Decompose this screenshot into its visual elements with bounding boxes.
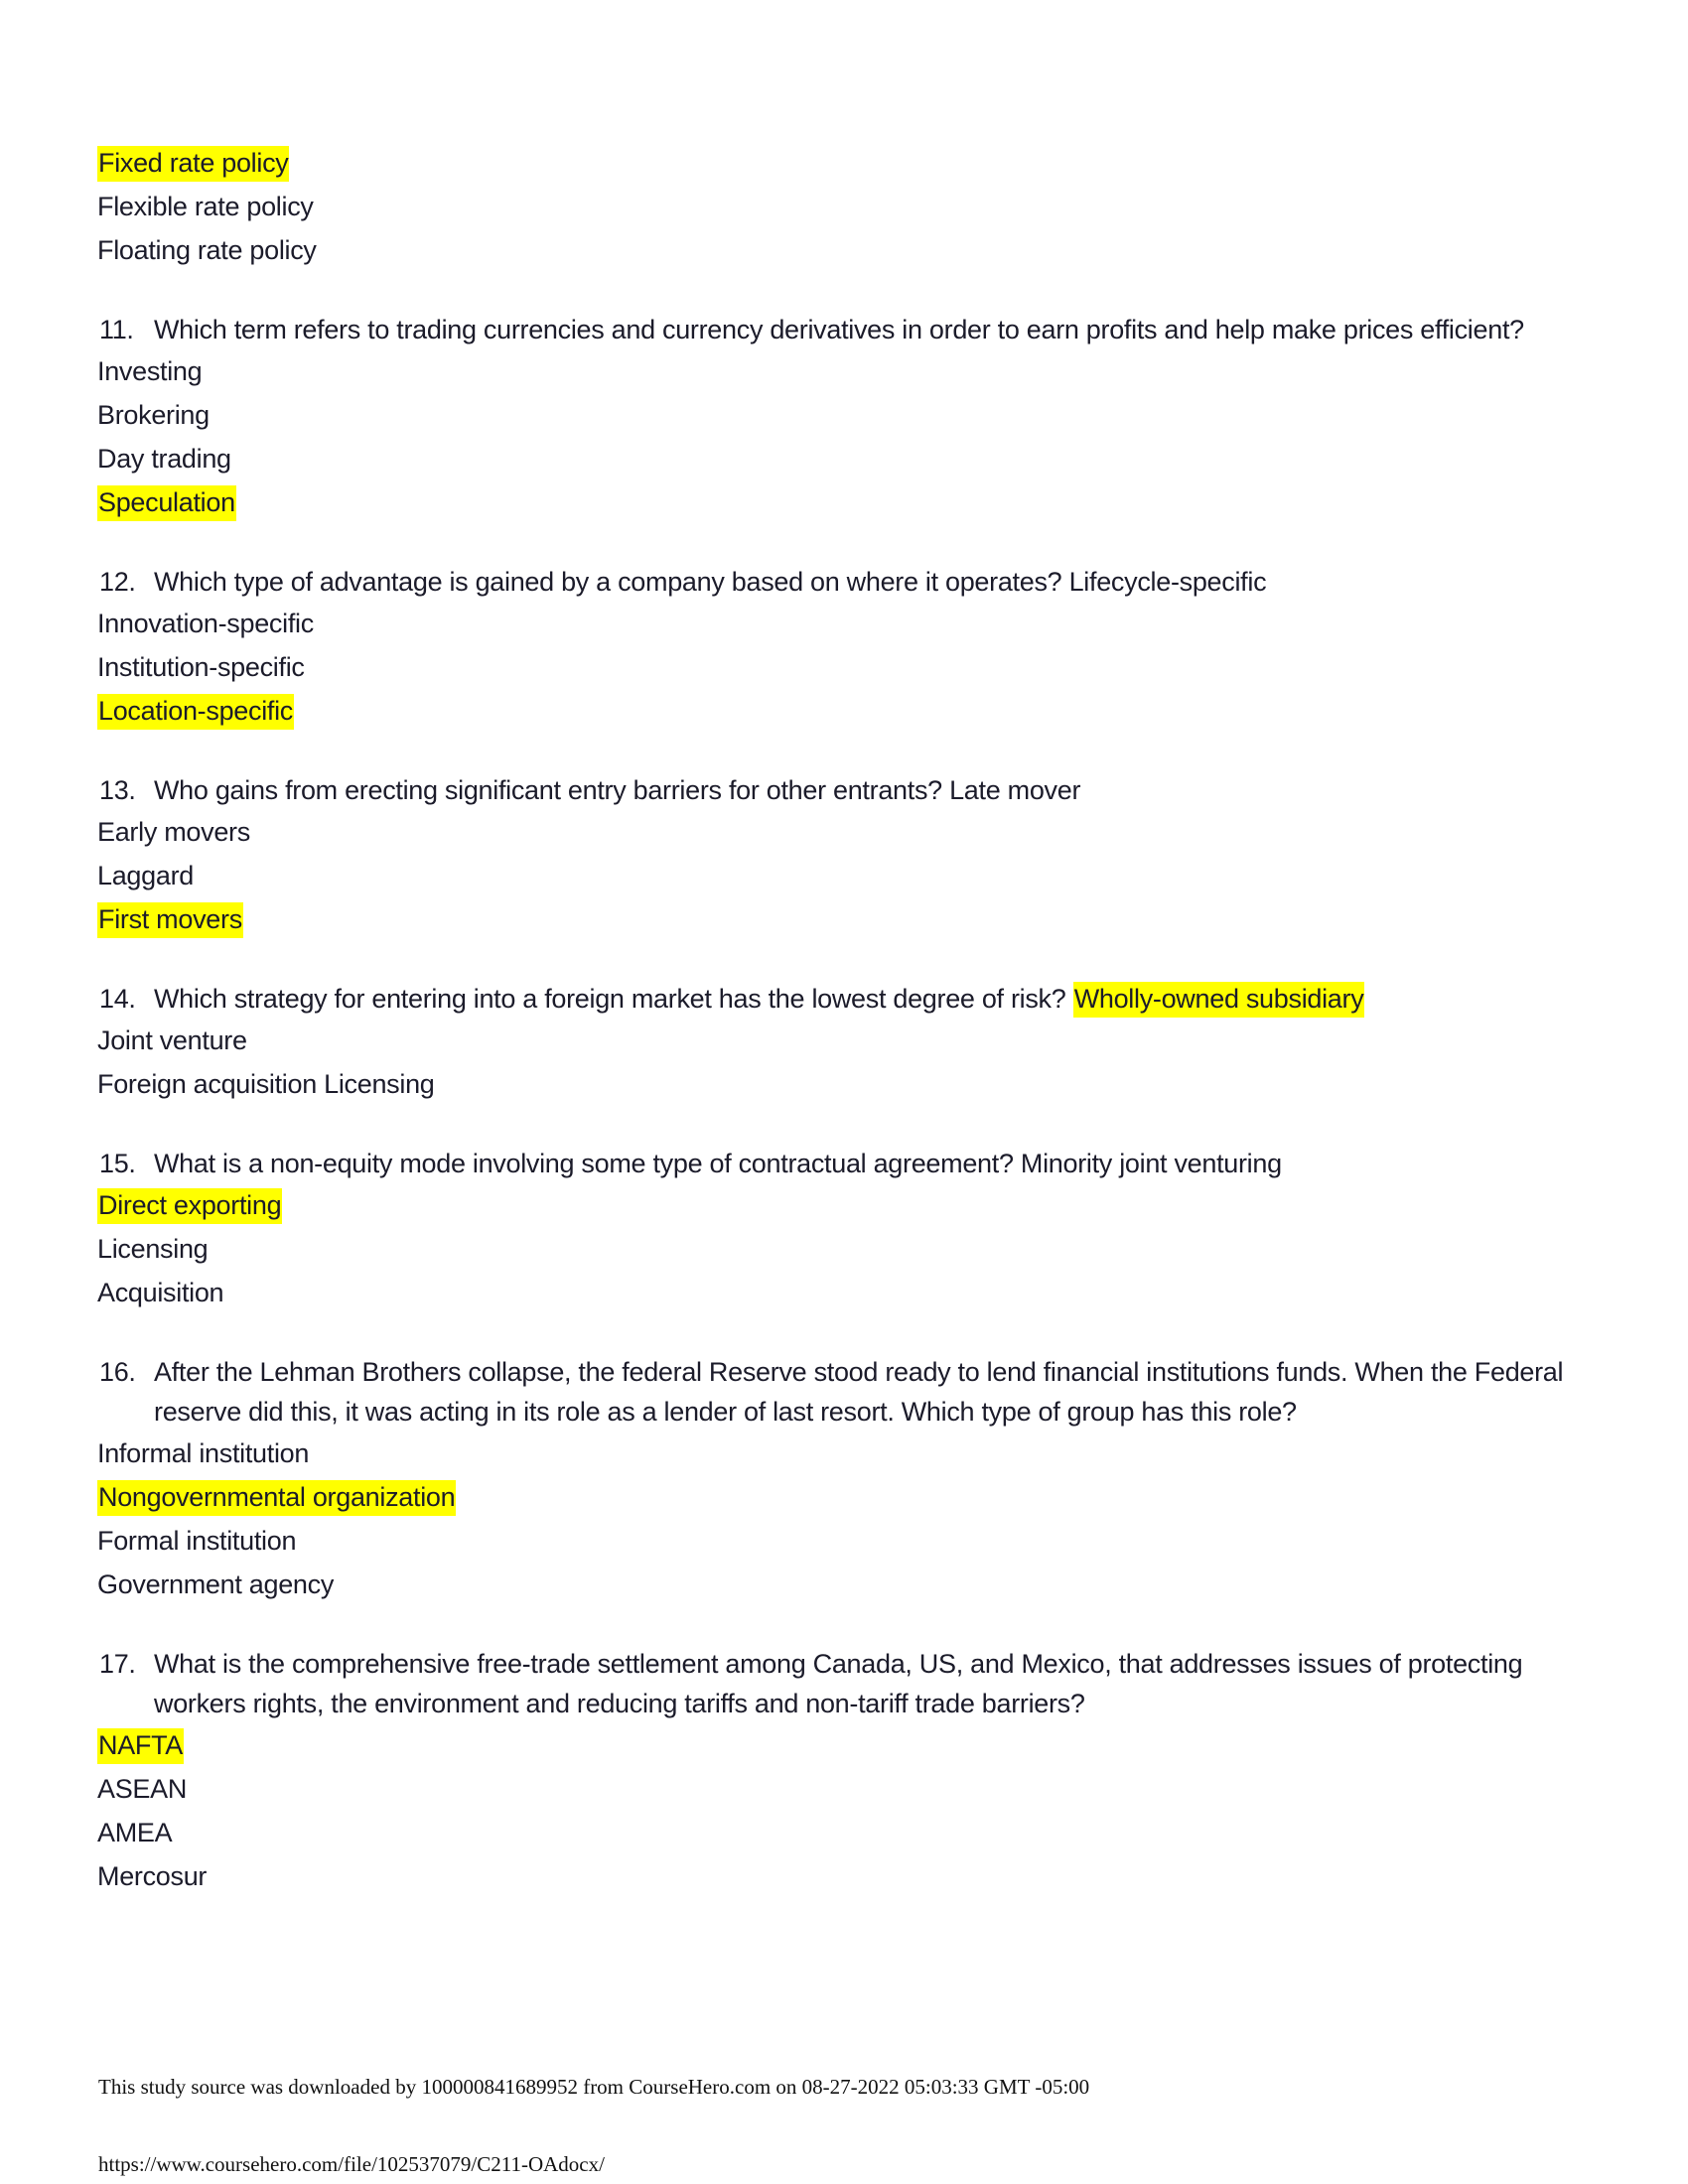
question-13 [97, 770, 1607, 941]
question-number: 13. [99, 775, 136, 805]
highlighted-answer: Nongovernmental organization [97, 1480, 456, 1516]
question-14 [97, 979, 1607, 1106]
question-12 [97, 562, 1607, 733]
source-url[interactable]: https://www.coursehero.com/file/102537079/C211-OAdocx/ [98, 2152, 605, 2176]
answer-option: Laggard [97, 861, 194, 890]
answer-option [97, 897, 1607, 941]
question-number: 16. [99, 1357, 136, 1387]
inline-answer-option: Late mover [949, 775, 1081, 805]
answer-option: AMEA [97, 1818, 173, 1847]
answer-option: Foreign acquisition Licensing [97, 1069, 435, 1099]
answer-option [97, 1475, 1607, 1519]
answer-option: Day trading [97, 444, 231, 474]
answer-option: Early movers [97, 817, 250, 847]
question-16 [97, 1352, 1607, 1606]
question-text: After the Lehman Brothers collapse, the federal Reserve stood ready to lend financial institutions funds. When the Federal reserve did this, it was acting in its role as a lender of last resort. Which type of group has this role? [154, 1357, 1564, 1427]
answer-option: ASEAN [97, 1774, 188, 1804]
answer-option: Brokering [97, 400, 210, 430]
question-number: 14. [99, 984, 136, 1014]
answer-option: Government agency [97, 1570, 335, 1599]
highlighted-answer: Direct exporting [97, 1188, 282, 1224]
highlighted-answer: Location-specific [97, 694, 294, 730]
question-text: Which type of advantage is gained by a company based on where it operates? [154, 567, 1062, 597]
question-number: 15. [99, 1149, 136, 1178]
question-text: What is the comprehensive free-trade settlement among Canada, US, and Mexico, that addresses issues of protecting workers rights, the environment and reducing tariffs and non-tariff trade barriers? [154, 1649, 1523, 1718]
answer-option: Investing [97, 356, 203, 386]
highlighted-answer: First movers [97, 902, 243, 938]
answer-option: Informal institution [97, 1438, 310, 1468]
question-number: 11. [99, 315, 134, 344]
question-text: Which term refers to trading currencies and currency derivatives in order to earn profits and help make prices efficient? [154, 315, 1524, 344]
continued-options [97, 141, 1607, 272]
answer-option: Innovation-specific [97, 609, 314, 638]
answer-option: Institution-specific [97, 652, 305, 682]
answer-option [97, 141, 1607, 185]
question-text: Who gains from erecting significant entry barriers for other entrants? [154, 775, 942, 805]
answer-option: Floating rate policy [97, 235, 317, 265]
answer-option: Licensing [97, 1234, 209, 1264]
answer-option: Joint venture [97, 1025, 247, 1055]
highlighted-answer: Fixed rate policy [97, 146, 289, 182]
question-17 [97, 1644, 1607, 1898]
question-number: 12. [99, 567, 136, 597]
answer-option [97, 1183, 1607, 1227]
answer-option [97, 1723, 1607, 1767]
answer-option: Acquisition [97, 1278, 224, 1307]
question-text: What is a non-equity mode involving some type of contractual agreement? [154, 1149, 1014, 1178]
inline-answer-option: Minority joint venturing [1020, 1149, 1282, 1178]
highlighted-answer: Wholly-owned subsidiary [1073, 982, 1365, 1018]
question-11 [97, 310, 1607, 524]
highlighted-answer: NAFTA [97, 1728, 184, 1764]
answer-option [97, 689, 1607, 733]
answer-option: Mercosur [97, 1861, 208, 1891]
question-15 [97, 1144, 1607, 1314]
highlighted-answer: Speculation [97, 485, 236, 521]
answer-option [97, 480, 1607, 524]
answer-option: Flexible rate policy [97, 192, 314, 221]
inline-answer-option: Lifecycle-specific [1068, 567, 1267, 597]
download-notice: This study source was downloaded by 100000841689952 from CourseHero.com on 08-27-2022 05:03:33 GMT -05:00 [98, 2075, 1090, 2099]
document-content [97, 141, 1607, 1898]
answer-option: Formal institution [97, 1526, 297, 1556]
question-text: Which strategy for entering into a foreign market has the lowest degree of risk? [154, 984, 1066, 1014]
question-number: 17. [99, 1649, 136, 1679]
